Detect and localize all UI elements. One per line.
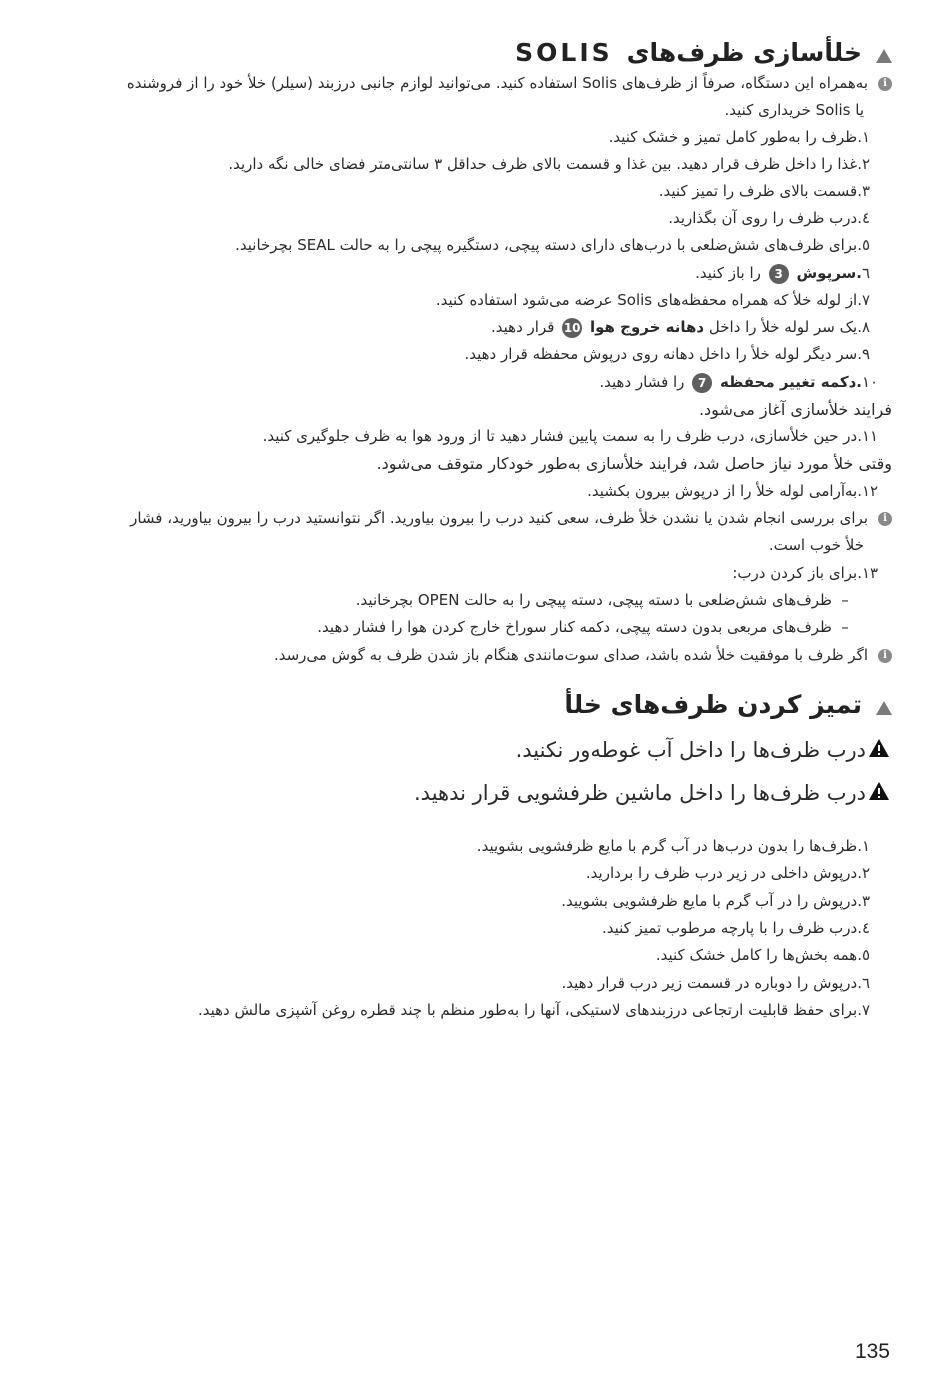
note-line: یا Solis خریداری کنید.	[724, 101, 864, 119]
info-icon: i	[878, 77, 892, 91]
section-title-cleaning	[564, 690, 892, 719]
warning-icon	[868, 736, 890, 766]
sub-list-item: –ظرف‌های شش‌ضلعی با دسته پیچی، دسته پیچی را به حالت OPEN بچرخانید.	[355, 591, 849, 609]
list-item: ١.ظرف را به‌طور کامل تمیز و خشک کنید.	[608, 128, 871, 146]
brand-name: SOLIS	[515, 38, 613, 67]
warning-line: درب ظرف‌ها را داخل ماشین ظرفشویی قرار ندهید.	[414, 778, 890, 809]
list-item: ٦.سرپوش 3 را باز کنید.	[695, 264, 871, 282]
list-item: ١٠.دکمه تغییر محفظه 7 را فشار دهید.	[599, 373, 879, 391]
warning-icon	[868, 779, 890, 809]
note-line: iبرای بررسی انجام شدن یا نشدن خلأ ظرف، سعی کنید درب را بیرون بیاورید. اگر نتوانستید درب را بیرون بیاورید، فشار	[130, 505, 892, 532]
note-line: iبه‌همراه این دستگاه، صرفاً از ظرف‌های Solis استفاده کنید. می‌توانید لوازم جانبی درزبند (سیلر) خلأ خود را از فروشنده	[127, 70, 892, 97]
triangle-bullet-icon	[876, 49, 892, 63]
list-item: ١١.در حین خلأسازی، درب ظرف را به سمت پایین فشار دهید تا از ورود هوا به ظرف جلوگیری کنید.	[262, 427, 879, 445]
warning-line: درب ظرف‌ها را داخل آب غوطه‌ور نکنید.	[516, 735, 890, 766]
part-number-badge: 3	[769, 264, 789, 284]
list-item: ١٣.برای باز کردن درب:	[732, 564, 879, 582]
list-item: ٨.یک سر لوله خلأ را داخل دهانه خروج هوا 10 قرار دهید.	[491, 318, 871, 336]
part-label: .دکمه تغییر محفظه	[720, 373, 862, 391]
list-item: ٥.همه بخش‌ها را کامل خشک کنید.	[655, 946, 871, 964]
note-line: خلأ خوب است.	[768, 536, 864, 554]
section-title-text: تمیز کردن ظرف‌های خلأ	[564, 690, 862, 719]
list-item: ٤.درب ظرف را با پارچه مرطوب تمیز کنید.	[601, 919, 871, 937]
list-item: ٧.از لوله خلأ که همراه محفظه‌های Solis عرضه می‌شود استفاده کنید.	[435, 291, 871, 309]
note-line: iاگر ظرف با موفقیت خلأ شده باشد، صدای سوت‌مانندی هنگام باز شدن ظرف به گوش می‌رسد.	[274, 642, 892, 669]
list-item: ٦.درپوش را دوباره در قسمت زیر درب قرار دهید.	[561, 974, 871, 992]
list-item: ٩.سر دیگر لوله خلأ را داخل دهانه روی درپوش محفظه قرار دهید.	[464, 345, 871, 363]
list-item: ١٢.به‌آرامی لوله خلأ را از درپوش بیرون بکشید.	[587, 482, 879, 500]
section-title-text: خلأسازی ظرف‌های	[626, 38, 862, 67]
list-item: ٣.قسمت بالای ظرف را تمیز کنید.	[658, 182, 871, 200]
part-number-badge: 7	[692, 373, 712, 393]
result-text: وقتی خلأ مورد نیاز حاصل شد، فرایند خلأسازی به‌طور خودکار متوقف می‌شود.	[376, 454, 892, 473]
triangle-bullet-icon	[876, 701, 892, 715]
info-icon: i	[878, 649, 892, 663]
list-item: ٥.برای ظرف‌های شش‌ضلعی با درب‌های دارای دسته پیچی، دستگیره پیچی را به حالت SEAL بچرخانید.	[235, 236, 871, 254]
list-item: ٧.برای حفظ قابلیت ارتجاعی درزبندهای لاستیکی، آنها را به‌طور منظم با چند قطره روغن آشپزی مالش دهید.	[197, 1001, 871, 1019]
sub-list-item: –ظرف‌های مربعی بدون دسته پیچی، دکمه کنار سوراخ خارج کردن هوا را فشار دهید.	[317, 618, 849, 636]
result-text: فرایند خلأسازی آغاز می‌شود.	[698, 400, 892, 419]
list-item: ٢.درپوش داخلی در زیر درب ظرف را بردارید.	[585, 864, 871, 882]
section-title-vacuum	[515, 38, 892, 67]
info-icon: i	[878, 512, 892, 526]
list-item: ٢.غذا را داخل ظرف قرار دهید. بین غذا و قسمت بالای ظرف حداقل ۳ سانتی‌متر فضای خالی نگه دارید.	[228, 155, 871, 173]
part-label: .سرپوش	[796, 264, 862, 282]
list-item: ١.ظرف‌ها را بدون درب‌ها در آب گرم با مایع ظرفشویی بشویید.	[476, 837, 871, 855]
part-label: دهانه خروج هوا	[589, 318, 705, 336]
part-number-badge: 10	[562, 318, 582, 338]
list-item: ٤.درب ظرف را روی آن بگذارید.	[668, 209, 871, 227]
list-item: ٣.درپوش را در آب گرم با مایع ظرفشویی بشویید.	[561, 892, 871, 910]
page-number: 135	[854, 1340, 890, 1363]
